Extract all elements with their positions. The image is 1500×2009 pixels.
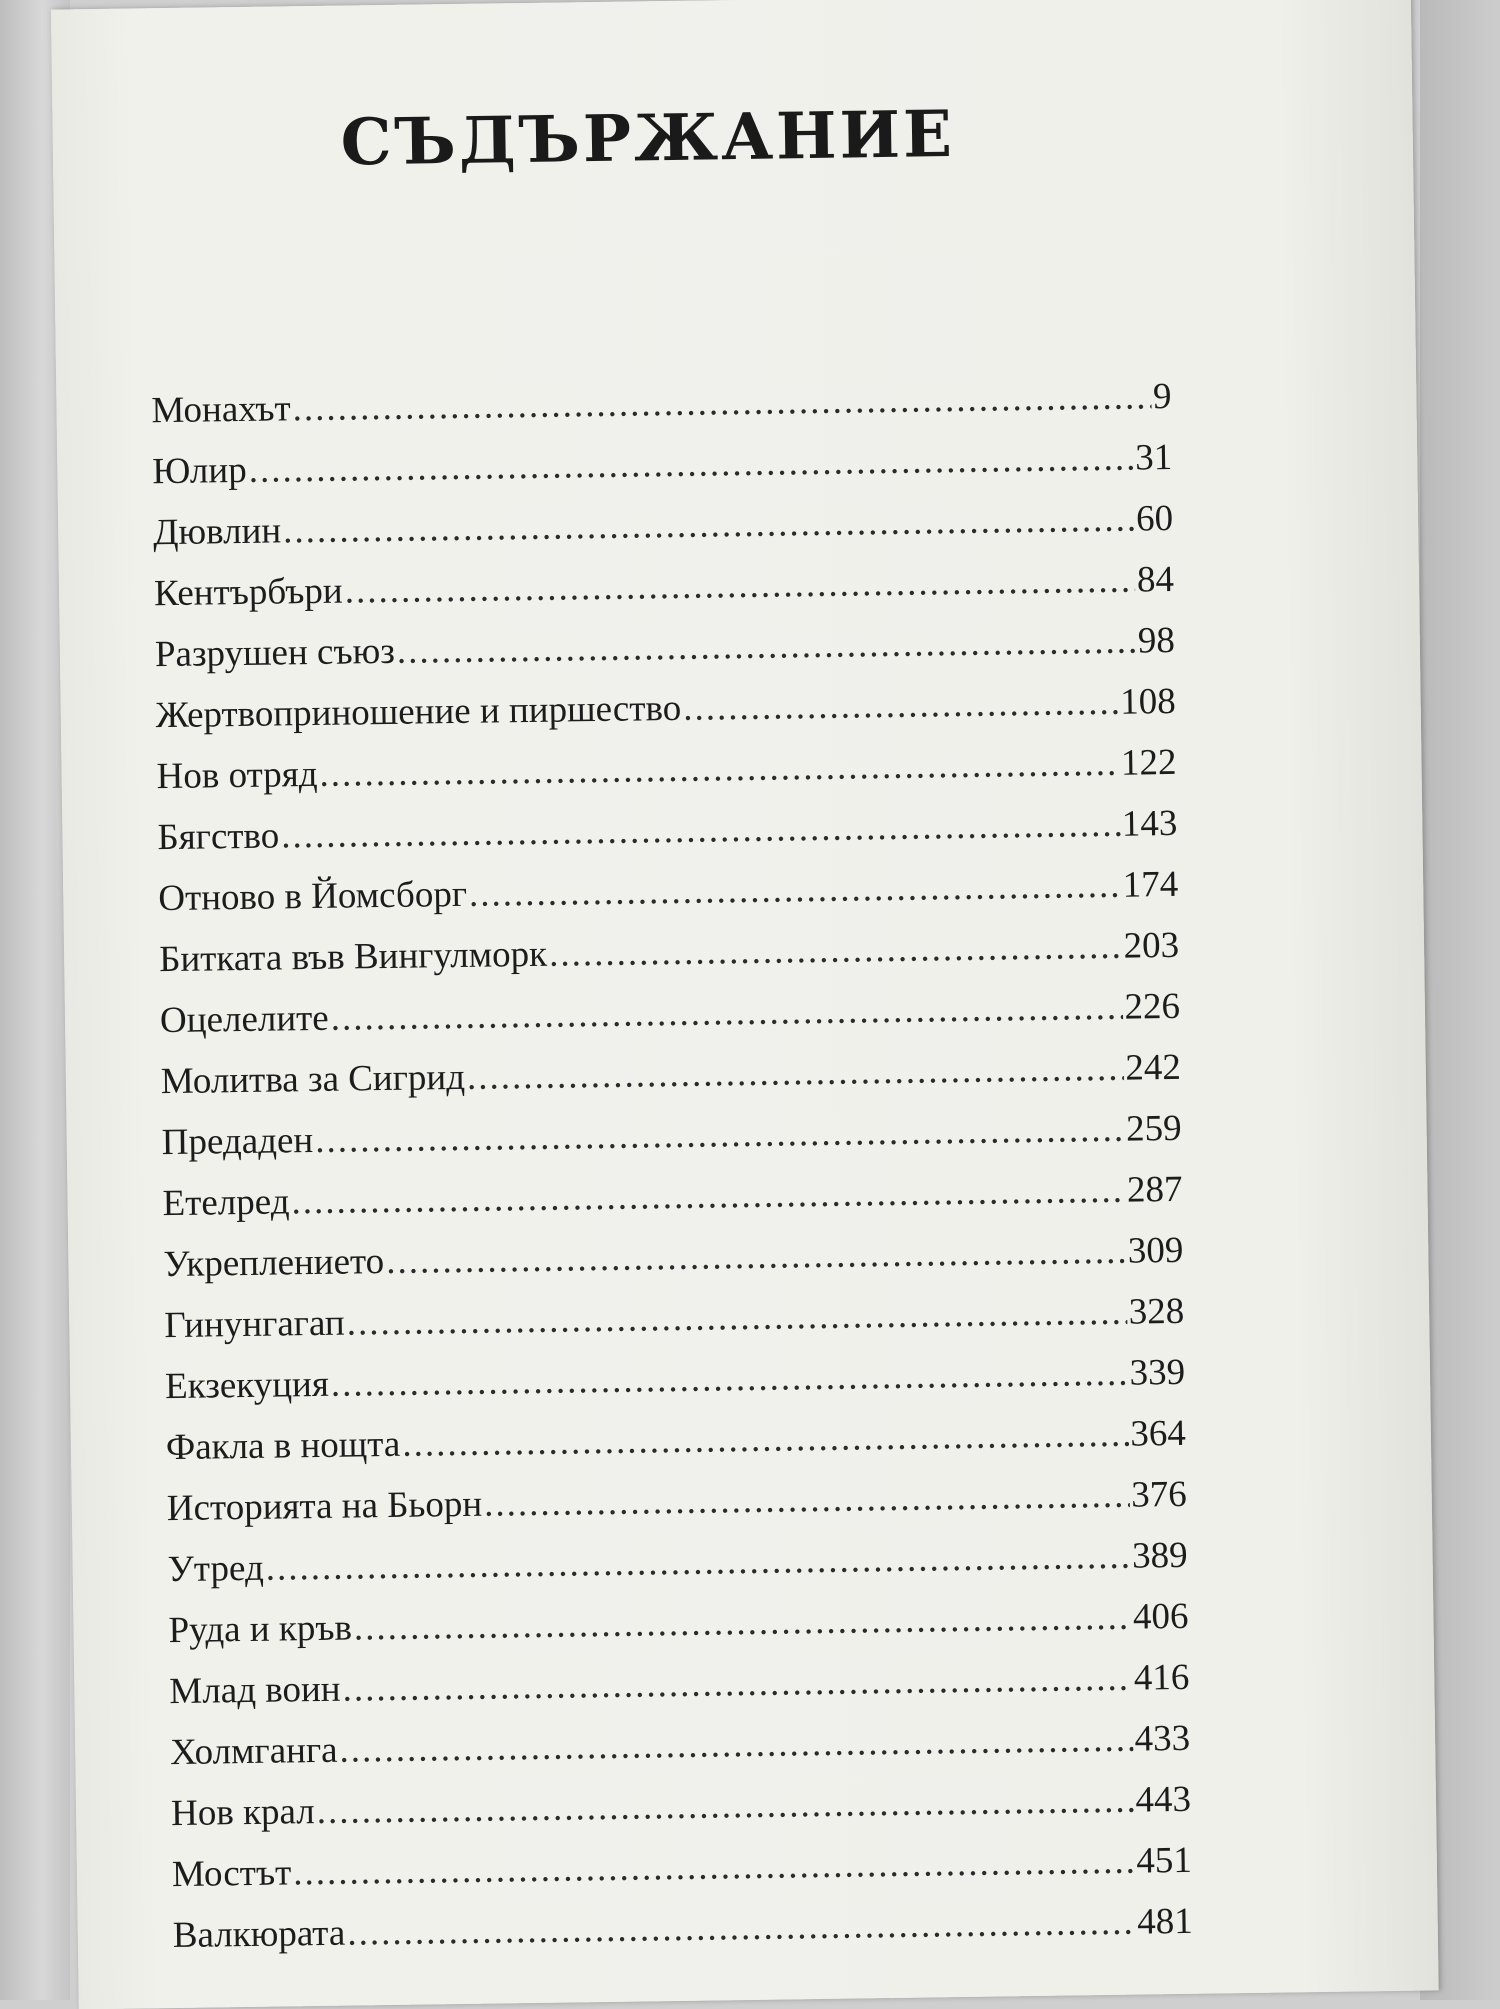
- dot-leader: [402, 1404, 1129, 1475]
- toc-entry-title: Нов отряд: [156, 753, 318, 798]
- toc-entry-page: 242: [1124, 1046, 1182, 1089]
- dot-leader: [683, 672, 1119, 739]
- toc-entry-title: Отново в Йомсборг: [158, 873, 468, 920]
- toc-entry-page: 309: [1127, 1229, 1184, 1272]
- book-page: [51, 0, 1439, 2009]
- toc-entry-title: Млад воин: [169, 1668, 341, 1713]
- toc-entry-title: Разрушен съюз: [154, 630, 396, 676]
- toc-entry-title: Предаден: [161, 1120, 314, 1164]
- dot-leader: [339, 1709, 1133, 1781]
- dot-leader: [342, 1648, 1132, 1720]
- dot-leader: [315, 1099, 1125, 1171]
- dot-leader: [344, 549, 1135, 621]
- toc-entry-title: Кентърбъри: [153, 570, 343, 615]
- toc-entry-page: 108: [1119, 680, 1176, 723]
- dot-leader: [386, 1221, 1127, 1292]
- dot-leader: [469, 855, 1122, 925]
- toc-entry-page: 84: [1136, 558, 1175, 601]
- toc-entry-page: 364: [1130, 1412, 1187, 1455]
- toc-entry-page: 174: [1122, 863, 1179, 906]
- toc-entry-page: 443: [1135, 1778, 1192, 1821]
- toc-entry-title: Гинунгагап: [163, 1302, 345, 1347]
- toc-entry-title: Оцелелите: [159, 997, 329, 1042]
- toc-entry-page: 60: [1135, 497, 1174, 540]
- dot-leader: [484, 1465, 1130, 1535]
- toc-entry-title: Жертвоприношение и пиршество: [155, 687, 682, 737]
- toc-entry-title: Бягство: [157, 815, 280, 859]
- toc-entry-title: Екзекуция: [164, 1363, 330, 1408]
- toc-entry-title: Дювлин: [152, 510, 282, 554]
- toc-entry-page: 481: [1136, 1900, 1193, 1943]
- toc-entry-page: 451: [1136, 1839, 1193, 1882]
- dot-leader: [396, 610, 1136, 681]
- dot-leader: [353, 1587, 1131, 1659]
- dot-leader: [319, 733, 1119, 805]
- toc-entry-page: 406: [1132, 1595, 1189, 1638]
- toc-entry-page: 31: [1134, 436, 1173, 479]
- toc-entry-page: 376: [1130, 1473, 1188, 1516]
- toc-entry-page: 433: [1134, 1717, 1191, 1760]
- page-title: СЪДЪРЖАНИЕ: [340, 96, 956, 181]
- toc-entry-title: Укреплението: [163, 1241, 385, 1286]
- toc-entry-page: 339: [1129, 1351, 1186, 1394]
- dot-leader: [549, 916, 1122, 985]
- toc-entry-title: Молитва за Сигрид: [160, 1056, 466, 1103]
- toc-entry: [172, 1891, 1193, 1966]
- toc-entry-page: 203: [1123, 924, 1180, 967]
- toc-entry-title: Нов крал: [170, 1791, 316, 1835]
- dot-leader: [347, 1892, 1136, 1964]
- toc-entry-title: Монахът: [151, 388, 291, 432]
- toc-entry-page: 259: [1125, 1107, 1182, 1150]
- table-of-contents: [151, 366, 1193, 1966]
- toc-entry-title: Мостът: [171, 1852, 292, 1896]
- toc-entry-title: Битката във Вингулморк: [158, 933, 548, 981]
- toc-entry-title: Утред: [167, 1547, 265, 1591]
- toc-entry-title: Валкюрата: [172, 1912, 346, 1957]
- toc-entry-title: Юлир: [152, 449, 247, 493]
- toc-entry-page: 328: [1128, 1290, 1185, 1333]
- dot-leader: [316, 1770, 1134, 1842]
- dot-leader: [330, 1343, 1128, 1415]
- toc-entry-page: 98: [1137, 619, 1176, 662]
- toc-entry-page: 287: [1126, 1168, 1183, 1211]
- dot-leader: [330, 977, 1123, 1049]
- toc-entry-page: 389: [1131, 1534, 1188, 1577]
- toc-entry-page: 143: [1121, 802, 1178, 845]
- toc-entry-title: Етелред: [162, 1181, 290, 1225]
- toc-entry-title: Историята на Бьорн: [166, 1483, 483, 1530]
- toc-entry-page: 226: [1124, 985, 1181, 1028]
- toc-entry-title: Руда и кръв: [168, 1607, 353, 1652]
- dot-leader: [346, 1282, 1127, 1354]
- toc-entry-page: 122: [1120, 741, 1177, 784]
- toc-entry-page: 416: [1133, 1656, 1190, 1699]
- dot-leader: [467, 1038, 1124, 1108]
- toc-entry-title: Холмганга: [169, 1729, 338, 1774]
- toc-entry-title: Факла в нощта: [165, 1423, 401, 1469]
- toc-entry-page: 9: [1152, 375, 1172, 418]
